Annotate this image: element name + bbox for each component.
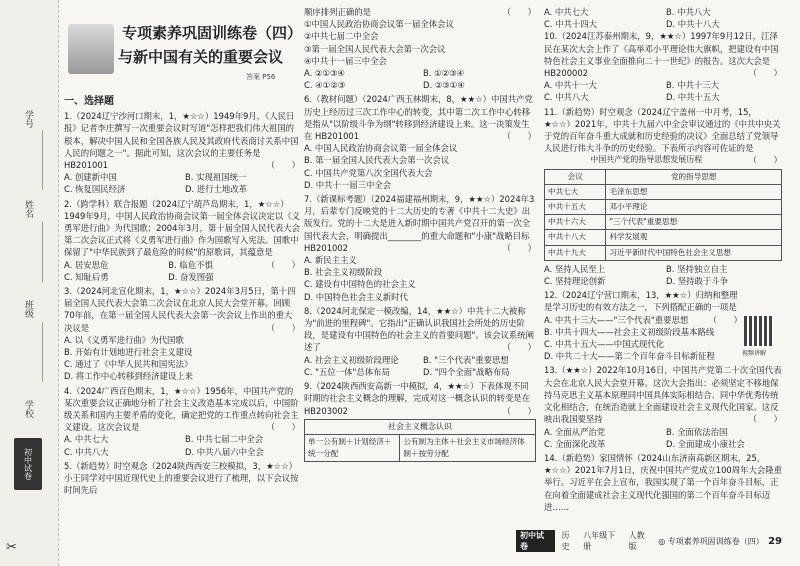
question-stem: 3.（2024河北宣化期末，1，★☆☆）2024年3月5日，第十四届全国人民代表大会第二次会议在北京人民大会堂开幕。回顾70年前，在第一届全国人民代表大会第一次会议上作出的重大决议是: [64, 286, 296, 333]
question-3: [64, 285, 300, 383]
answer-reference: 答案 P56: [246, 73, 276, 81]
option[interactable]: C. 中共十五大——中国式现代化: [544, 339, 665, 350]
option[interactable]: B. 第一届全国人民代表大会第一次会议: [304, 155, 450, 166]
qr-code-icon[interactable]: [744, 316, 774, 346]
table-row: [545, 200, 782, 215]
question-stem: 2.（跨学科）联合报题（2024辽宁葫芦岛期末，1，★☆☆）1949年9月，中国人民政治协商会议第一届全体会议决定以《义勇军进行曲》为代国歌；2004年3月，第十届全国人民代表大会第二次会议正式将《义勇军进行曲》作为国歌写入宪法。国歌中保留了"中华民族到了最危险的时候"的原歌词，其蕴意是: [64, 198, 301, 258]
question-14: [544, 452, 782, 513]
question-stem: 1.（2024辽宁沙河口期末，1，★☆☆）1949年9月，《人民日报》记者李庄撰写一次重要会议时写道"怎样把我们伟大祖国的根本，解决中国人民和全国各族人民及其政府代表商讨关系中国人民的问题之一"。据此可知，这次会议的主要任务是 HB201001: [64, 111, 299, 171]
answer-paren[interactable]: （ ）: [266, 259, 300, 270]
option[interactable]: A. 坚持人民至上: [544, 263, 606, 274]
question-stem: 顺序排列正确的是: [304, 7, 371, 17]
option[interactable]: A. 中共七大: [544, 7, 589, 17]
option[interactable]: C. 建设有中国特色的社会主义: [304, 279, 416, 290]
answer-paren[interactable]: （ ）: [748, 155, 782, 166]
option[interactable]: A. 中共七大: [64, 434, 109, 445]
exam-badge: 初中试卷: [14, 438, 42, 490]
section-title: 一、选择题: [64, 96, 114, 107]
option[interactable]: D. 中共二十大——第二个百年奋斗目标新征程: [544, 351, 715, 362]
question-2: [64, 198, 300, 283]
binding-label-student-id: 学号: [23, 110, 33, 128]
table-cell: 中共十五大: [545, 200, 606, 215]
option[interactable]: A. 以《义勇军进行曲》为代国歌: [64, 334, 184, 345]
answer-paren[interactable]: （ ）: [502, 131, 536, 142]
table-row: [545, 230, 782, 245]
column-2: [304, 6, 536, 464]
list-item: ③第一届全国人民代表大会第一次会议: [304, 43, 446, 54]
binding-label-school: 学校: [23, 400, 33, 418]
option[interactable]: D. 中共十八大: [666, 19, 720, 30]
option[interactable]: B. 中共八大: [666, 7, 711, 17]
scissors-icon: ✂: [6, 540, 17, 555]
concept-table: [304, 419, 536, 463]
column-header: 党的指导思想: [606, 169, 782, 184]
question-1: [64, 110, 300, 195]
table-row: [545, 184, 782, 199]
option[interactable]: A. 全面从严治党: [544, 426, 606, 437]
binding-line: [42, 130, 43, 190]
question-stem: 11.（新趋势）时空观念（2024辽宁盖州一中月考，15，★☆☆）2021年，中共十九届六中全会审议通过的《中共中央关于党的百年奋斗重大成就和历史经验的决议》全面总结了党领导人民进行伟大斗争的历史经验。下表所示内容可佐证的是: [544, 106, 781, 154]
option[interactable]: A. ②①③④: [304, 68, 345, 79]
table-caption: 中国共产党的指导思想发展历程: [590, 155, 703, 165]
question-stem: 7.（新课标考题）（2024福建福州期末，9，★★☆）2024年3月，后辈专门反映党的十二大历史的专著《中共十二大史》出版发行。党的十二大是进入新时期中国共产党召开的第一次全国代表大会，明确提出________的重大命题和"小康"战略目标 HB201002: [304, 194, 535, 253]
answer-paren[interactable]: （ ）: [266, 160, 300, 171]
table-cell: 邓小平理论: [606, 200, 782, 215]
option[interactable]: B. 社会主义初级阶段: [304, 267, 383, 278]
footer-brand: 初中试卷: [516, 530, 555, 552]
option[interactable]: A. 中国人民政治协商会议第一届全体会议: [304, 143, 458, 154]
table-cell: 中共十八大: [545, 230, 606, 245]
table-row: [545, 245, 782, 260]
answer-paren[interactable]: （ ）: [708, 314, 742, 325]
option[interactable]: D. 坚持敢于斗争: [666, 276, 729, 287]
option[interactable]: B. "三个代表"重要思想: [423, 354, 509, 365]
question-11: [544, 106, 782, 288]
option[interactable]: D. "四个全面"战略布局: [423, 366, 510, 377]
header: [68, 18, 303, 88]
answer-paren[interactable]: （ ）: [502, 342, 536, 353]
option[interactable]: A. 中共十一大: [544, 80, 597, 91]
column-1: [64, 96, 300, 499]
question-9-options: [544, 6, 782, 30]
table-header-row: [545, 169, 782, 184]
option[interactable]: B. 坚持独立自主: [666, 263, 728, 274]
column-3: [544, 6, 782, 515]
binding-line: [42, 322, 43, 382]
question-stem: 6.（教材问题）（2024广西玉林期末，8，★★☆）中国共产党历史上经历过三次工作中心的转变，其中第二次工作中心转移是指从"以阶级斗争为纲"转移到经济建设上来。这一决策发生在 HB201001: [304, 94, 533, 142]
header-illustration-icon: [68, 24, 114, 74]
question-stem: 4.（2024广西百色期末，1，★☆☆）1956年，中国共产党的某次重要会议正确地分析了社会主义改造基本完成以后，中国阶级关系和国内主要矛盾的变化，确定把党的工作重点转向社会主义建设。这次会议是: [64, 385, 299, 433]
table-caption: 社会主义概念认识: [305, 419, 536, 434]
question-stem: 13.（★★☆）2022年10月16日，中国共产党第二十次全国代表大会在北京人民大会堂开幕。这次大会指出：必须坚定不移地保持马克思主义基本原理同中国具体实际相结合、同中华优秀传统文化相结合，在统治造就上全面建设社会主义现代化国家。这反映出我国要坚持: [544, 365, 782, 425]
option[interactable]: D. 中共十一届三中全会: [304, 179, 392, 190]
option[interactable]: B. 实现祖国统一: [185, 172, 247, 183]
option[interactable]: D. 中共八届六中全会: [185, 446, 264, 457]
page-subtitle: 与新中国有关的重要会议: [118, 48, 284, 66]
page-title: 专项素养巩固训练卷（四）: [122, 24, 303, 42]
option[interactable]: C. "五位一体"总体布局: [304, 366, 390, 377]
binding-label-class: 班级: [23, 300, 33, 318]
question-5-continued: [304, 6, 536, 91]
table-cell: 毛泽东思想: [606, 184, 782, 199]
answer-paren[interactable]: （ ）: [748, 414, 782, 425]
option[interactable]: D. 将工作中心转移到经济建设上来: [64, 371, 194, 382]
footer-subject: 历史: [561, 531, 570, 551]
list-item: ①中国人民政治协商会议第一届全体会议: [304, 19, 454, 30]
question-9: [304, 380, 536, 462]
list-item: ④中共十一届三中全会: [304, 55, 387, 66]
option[interactable]: C. 知耻后勇: [64, 271, 109, 282]
column-header: 会议: [545, 169, 606, 184]
option[interactable]: B. 中共七届二中全会: [185, 434, 264, 445]
answer-paren[interactable]: （ ）: [266, 322, 300, 333]
question-10: [544, 30, 782, 103]
table-cell: 中共七大: [545, 184, 606, 199]
option[interactable]: D. 中共十五大: [666, 92, 720, 103]
table-cell: "三个代表"重要思想: [606, 215, 782, 230]
table-cell: 中共十六大: [545, 215, 606, 230]
answer-paren[interactable]: （ ）: [502, 7, 536, 17]
footer-grade: 八年级下册: [583, 531, 616, 551]
question-stem: 5.（新趋势）时空观念（2024陕西西安三校模拟，3，★☆☆）小王同学对中国近现代史上的重要会议进行了梳理，以下会议按时间先后: [64, 460, 299, 496]
question-stem: 9.（2024陕西西安高新一中模拟，4，★★☆）下表体现不同时期的社会主义概念的理解，完成对这一概念认识的转变是在 HB203002: [304, 381, 531, 416]
option[interactable]: B. 开始有计划地进行社会主义建设: [64, 347, 193, 358]
table-cell: 习近平新时代中国特色社会主义思想: [606, 245, 782, 260]
option[interactable]: A. 创建新中国: [64, 172, 117, 183]
option[interactable]: B. 中共十三大: [666, 80, 719, 91]
footer: [516, 531, 782, 551]
answer-paren[interactable]: （ ）: [502, 405, 536, 416]
option[interactable]: C. 中共八大: [64, 446, 109, 457]
option[interactable]: B. 中共十四大——社会主义初级阶段基本路线: [544, 326, 715, 337]
binding-label-name: 姓名: [23, 200, 33, 218]
answer-paren[interactable]: （ ）: [266, 422, 300, 433]
option[interactable]: A. 中共十三大——"三个代表"重要思想: [544, 314, 689, 325]
option[interactable]: B. 全面依法治国: [666, 426, 728, 437]
option[interactable]: C. 坚持理论创新: [544, 276, 606, 287]
option[interactable]: C. 中国共产党第八次全国代表大会: [304, 167, 433, 178]
footer-edition: 人教版: [628, 531, 645, 551]
table-row: [545, 215, 782, 230]
table-cell: 公有制为主体＋社会主义市场经济体制＋按劳分配: [400, 434, 536, 461]
option[interactable]: C. 中共十四大: [544, 19, 598, 30]
question-5: [64, 460, 300, 497]
table-cell: 单一公有制＋计划经济＋统一分配: [305, 434, 400, 461]
table-row: [305, 434, 536, 461]
option[interactable]: C. 通过了《中华人民共和国宪法》: [64, 359, 193, 370]
option[interactable]: D. 奋发图强: [168, 271, 214, 282]
question-stem: 10.（2024江苏泰州期末，9，★★☆）1997年9月12日，江泽民在某次大会上作了《高举邓小平理论伟大旗帜，把建设有中国特色社会主义事业全面推向二十一世纪》的报告。这次大会是 HB200002: [544, 31, 779, 79]
option[interactable]: D. 全面建成小康社会: [666, 438, 745, 449]
answer-paren[interactable]: （ ）: [502, 242, 536, 253]
table-cell: 中共十九大: [545, 245, 606, 260]
list-item: ②中共七届二中全会: [304, 31, 379, 42]
question-stem: 12.（2024辽宁营口期末，13，★★☆）归纳和整理是学习历史的有效方法之一，下列搭配正确的一项是: [544, 290, 738, 313]
qr-label: 视频讲解: [742, 350, 767, 357]
page-number: 29: [768, 535, 782, 547]
footer-series: ◎ 专项素养巩固训练卷（四）: [658, 536, 764, 546]
question-stem: 8.（2024河北保定一模改编，14，★★☆）中共十二大被称为"前进的里程碑"。它指出"正确认识我国社会所处的历史阶段，是建设有中国特色的社会主义的首要问题"。该会议系统阐述了: [304, 305, 534, 353]
option[interactable]: D. 中国特色社会主义新时代: [304, 291, 408, 302]
table-cell: 科学发展观: [606, 230, 782, 245]
option[interactable]: A. 居安思危: [64, 259, 109, 270]
option[interactable]: A. 社会主义初级阶段理论: [304, 354, 399, 365]
answer-paren[interactable]: （ ）: [748, 68, 782, 79]
question-13: [544, 364, 782, 449]
option[interactable]: D. ②③①④: [423, 80, 465, 91]
question-6: [304, 93, 536, 191]
option[interactable]: B. ①②③④: [423, 68, 465, 79]
option[interactable]: C. 恢复国民经济: [64, 184, 126, 195]
option[interactable]: D. 进行土地改革: [185, 184, 248, 195]
option[interactable]: A. 新民主主义: [304, 255, 357, 266]
ideology-table: [544, 169, 782, 261]
question-stem: 14.（新趋势）家国情怀（2024山东济南高新区期末，25，★☆☆）2021年7月1日，庆祝中国共产党成立100周年大会隆重举行。习近平在会上宣布，我国实现了第一个百年奋斗目标，正在向着全面建成社会主义现代化强国的第二个百年奋斗目标迈进……: [544, 452, 782, 512]
question-7: [304, 193, 536, 303]
binding-line: [42, 222, 43, 282]
option[interactable]: C. 全面深化改革: [544, 438, 606, 449]
question-8: [304, 305, 536, 378]
option[interactable]: C. ④①②③: [304, 80, 346, 91]
question-4: [64, 385, 300, 458]
option[interactable]: C. 中共八大: [544, 92, 589, 103]
option[interactable]: B. 临危不惧: [168, 259, 213, 270]
